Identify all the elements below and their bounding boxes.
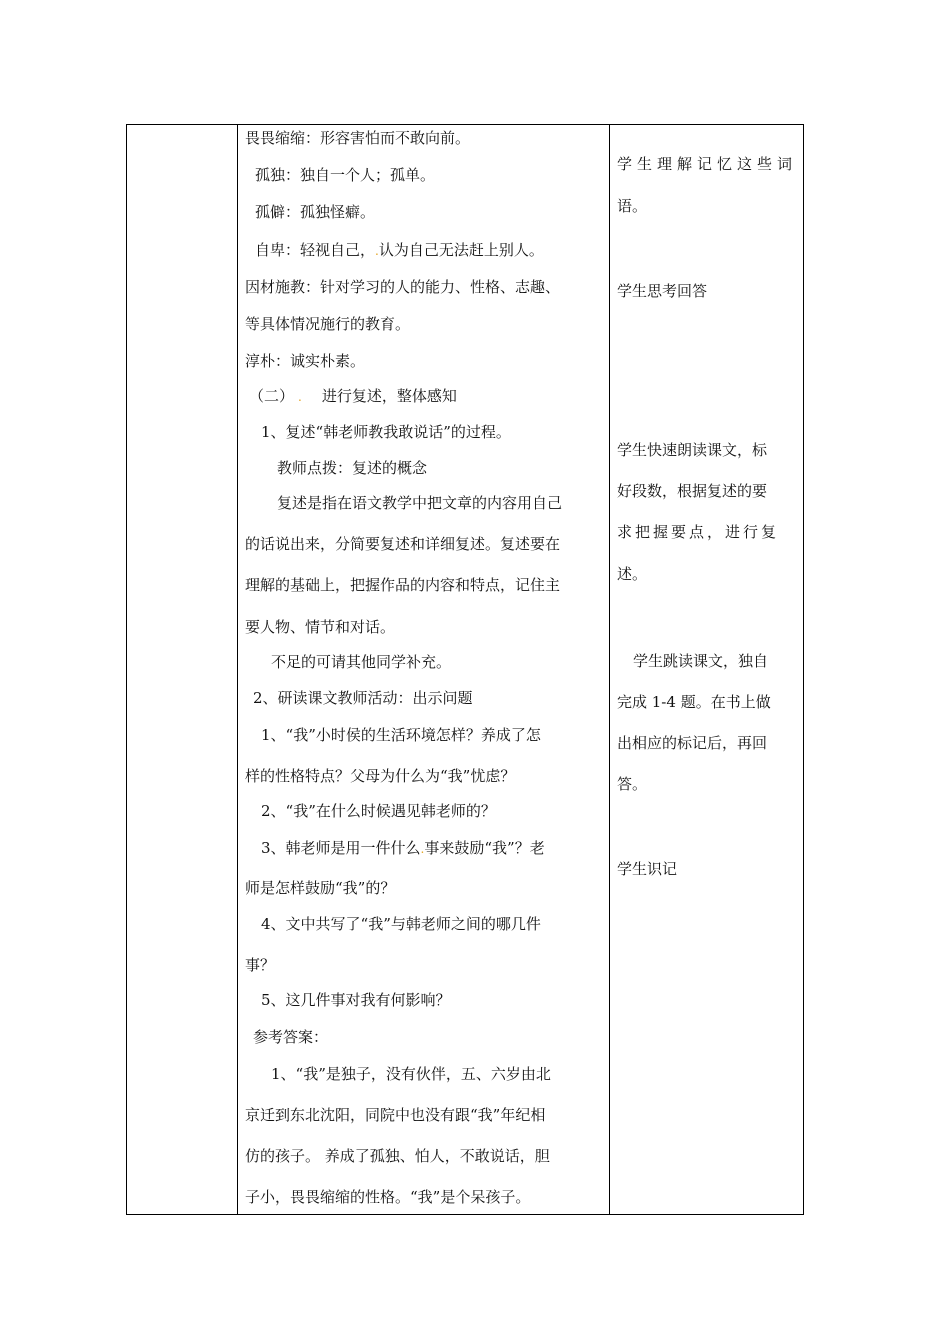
answer-line: 子小，畏畏缩缩的性格。“我”是个呆孩子。 xyxy=(245,1188,531,1206)
activity-line: 语。 xyxy=(617,197,648,215)
question-line: 2、“我”在什么时候遇见韩老师的？ xyxy=(261,802,496,820)
content-line: 1、复述“韩老师教我敢说话”的过程。 xyxy=(261,423,511,441)
content-line: 等具体情况施行的教育。 xyxy=(245,315,411,333)
activity-line: 好段数，根据复述的要 xyxy=(617,482,768,500)
content-line: 要人物、情节和对话。 xyxy=(245,618,396,636)
content-line: 畏畏缩缩：形容害怕而不敢向前。 xyxy=(245,129,471,147)
content-line: 淳朴：诚实朴素。 xyxy=(245,352,366,370)
question-line: 样的性格特点？父母为什么为“我”忧虑？ xyxy=(245,767,516,785)
activity-line: 述。 xyxy=(617,565,648,583)
content-line: 孤僻：孤独怪癖。 xyxy=(255,203,376,221)
answer-line: 京迁到东北沈阳，同院中也没有跟“我”年纪相 xyxy=(245,1106,546,1124)
section-number: （二） xyxy=(249,387,295,405)
activity-line: 学生思考回答 xyxy=(617,282,708,300)
student-activity-column xyxy=(609,125,805,1214)
question-line: 4、文中共写了“我”与韩老师之间的哪几件 xyxy=(261,915,541,933)
activity-line: 学生理解记忆这些词 xyxy=(617,155,798,173)
question-text: 事来鼓励“我”？老 xyxy=(424,839,545,857)
section-title: 进行复述，整体感知 xyxy=(321,387,457,405)
question-line: 事？ xyxy=(245,956,276,974)
activity-line: 学生跳读课文，独自 xyxy=(633,652,769,670)
content-text: 认为自己无法赶上别人。 xyxy=(378,241,544,259)
content-line: 因材施教：针对学习的人的能力、性格、志趣、 xyxy=(245,278,561,296)
content-line: 2、研读课文教师活动：出示问题 xyxy=(253,689,473,707)
activity-line: 答。 xyxy=(617,775,648,793)
question-line xyxy=(261,839,545,858)
content-text: 自卑：轻视自己， xyxy=(255,241,376,259)
question-line: 1、“我”小时侯的生活环境怎样？养成了怎 xyxy=(261,726,541,744)
content-line: 孤独：独自一个人；孤单。 xyxy=(255,166,436,184)
activity-line: 学生识记 xyxy=(617,860,678,878)
answer-line: 仿的孩子。 养成了孤独、怕人，不敢说话，胆 xyxy=(245,1147,550,1165)
section-heading xyxy=(249,387,457,406)
content-line: 的话说出来，分简要复述和详细复述。复述要在 xyxy=(245,535,561,553)
answer-line: 1、“我”是独子，没有伙伴，五、六岁由北 xyxy=(271,1065,551,1083)
content-line: 教师点拨：复述的概念 xyxy=(277,459,428,477)
teaching-content-column xyxy=(237,125,609,1214)
activity-line: 求把握要点，进行复 xyxy=(617,523,780,541)
question-text: 3、韩老师是用一件什么 xyxy=(261,839,421,857)
content-line: 复述是指在语文教学中把文章的内容用自己 xyxy=(277,494,563,512)
orange-mark: . xyxy=(298,390,302,404)
lesson-table xyxy=(126,124,804,1215)
content-line xyxy=(255,241,544,260)
content-line: 理解的基础上，把握作品的内容和特点，记住主 xyxy=(245,576,561,594)
activity-line: 完成 1-4 题。在书上做 xyxy=(617,693,771,711)
answers-heading: 参考答案： xyxy=(253,1028,329,1046)
question-line: 5、这几件事对我有何影响？ xyxy=(261,991,451,1009)
orange-mark: . xyxy=(420,842,425,856)
activity-line: 出相应的标记后，再回 xyxy=(617,734,768,752)
question-line: 师是怎样鼓励“我”的？ xyxy=(245,879,396,897)
orange-mark: . xyxy=(375,244,379,258)
content-line: 不足的可请其他同学补充。 xyxy=(271,653,452,671)
activity-line: 学生快速朗读课文，标 xyxy=(617,441,768,459)
